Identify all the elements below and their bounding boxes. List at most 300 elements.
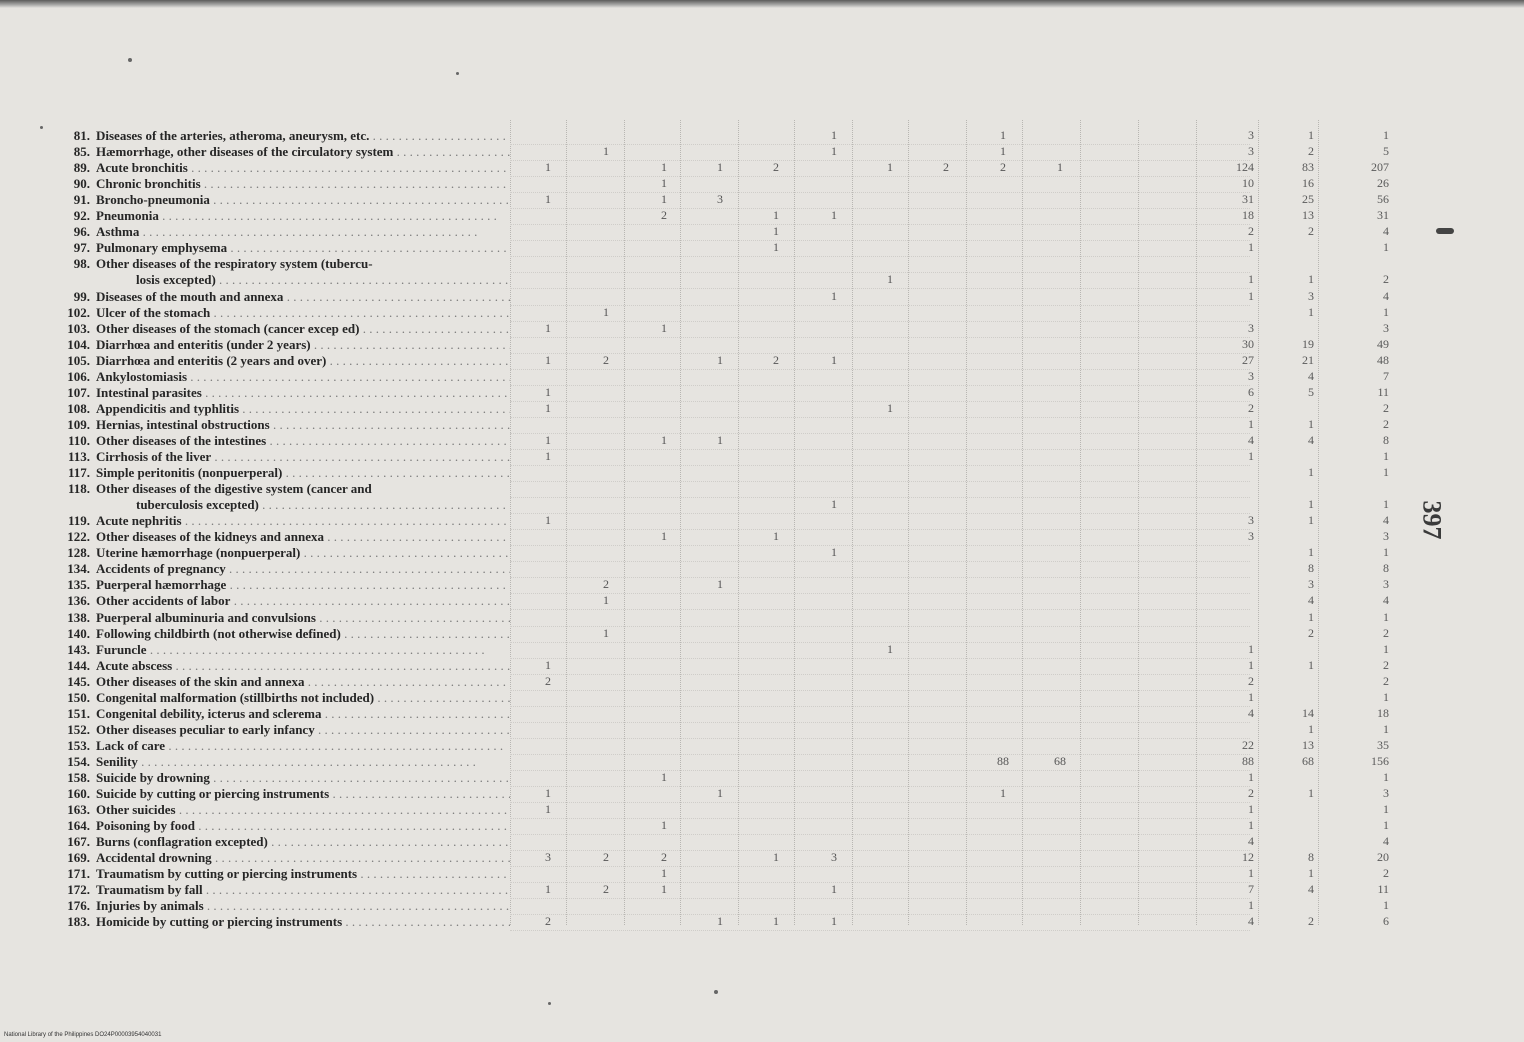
table-row [0, 689, 1524, 706]
total-male: 10 [1242, 176, 1254, 191]
cause-number: 163. [67, 802, 90, 818]
cause-label [60, 833, 510, 850]
data-cell: 1 [831, 497, 837, 512]
total-all: 6 [1383, 914, 1389, 929]
cause-label [60, 496, 510, 513]
total-female: 16 [1302, 176, 1314, 191]
data-cell: 88 [997, 753, 1009, 768]
cause-label [60, 159, 510, 176]
total-female: 5 [1308, 384, 1314, 399]
data-cell: 1 [831, 914, 837, 929]
cause-number: 92. [73, 208, 90, 224]
table-row [0, 833, 1524, 850]
table-row [0, 384, 1524, 401]
data-cell: 1 [717, 914, 723, 929]
cause-number: 143. [67, 641, 90, 657]
cause-text: Hernias, intestinal obstructions . . . [96, 417, 510, 432]
total-female: 1 [1308, 657, 1314, 672]
total-all: 1 [1383, 689, 1389, 704]
cause-number: 135. [67, 577, 90, 593]
cause-number: 172. [67, 882, 90, 898]
table-row [0, 528, 1524, 545]
total-all: 156 [1371, 753, 1389, 768]
total-all: 4 [1383, 834, 1389, 849]
cause-label [60, 368, 510, 385]
data-cell: 1 [661, 882, 667, 897]
data-cell: 1 [887, 400, 893, 415]
table-row [0, 592, 1524, 609]
cause-label [60, 448, 510, 465]
data-cell: 3 [717, 192, 723, 207]
data-cell: 1 [545, 192, 551, 207]
table-row [0, 609, 1524, 626]
data-cell: 1 [545, 786, 551, 801]
total-female: 4 [1308, 368, 1314, 383]
total-all: 1 [1383, 128, 1389, 142]
cause-number: 99. [73, 288, 90, 304]
table-row [0, 143, 1524, 160]
total-all: 1 [1383, 304, 1389, 319]
total-all: 2 [1383, 400, 1389, 415]
cause-number: 96. [73, 224, 90, 240]
cause-text: Other accidents of labor . . . [96, 593, 510, 608]
table-row [0, 705, 1524, 722]
cause-number: 106. [67, 368, 90, 384]
data-cell: 1 [545, 320, 551, 335]
total-all: 1 [1383, 818, 1389, 833]
cause-number: 153. [67, 737, 90, 753]
cause-number: 134. [67, 561, 90, 577]
cause-text: Acute bronchitis . . . [96, 160, 510, 175]
total-male: 1 [1248, 288, 1254, 303]
total-female: 13 [1302, 737, 1314, 752]
table-row [0, 657, 1524, 674]
table-row [0, 320, 1524, 337]
cause-label [60, 769, 510, 786]
table-row [0, 897, 1524, 914]
cause-number: 104. [67, 336, 90, 352]
cause-number: 138. [67, 609, 90, 625]
total-all: 56 [1377, 192, 1389, 207]
data-cell: 1 [717, 352, 723, 367]
total-female: 1 [1308, 513, 1314, 528]
cause-text: Other diseases of the stomach (cancer excep ed) . . . [96, 321, 510, 336]
table-row [0, 865, 1524, 882]
data-cell: 2 [773, 352, 779, 367]
data-cell: 1 [545, 160, 551, 175]
cause-text: Uterine hæmorrhage (nonpuerperal) . . . [96, 545, 510, 560]
table-row [0, 239, 1524, 256]
cause-text: Other diseases of the digestive system (cancer and [96, 481, 372, 497]
total-all: 3 [1383, 529, 1389, 544]
total-female: 1 [1308, 128, 1314, 142]
cause-text: Diarrhœa and enteritis (under 2 years) . . . [96, 337, 510, 352]
total-all: 1 [1383, 240, 1389, 255]
total-female: 3 [1308, 288, 1314, 303]
total-all: 48 [1377, 352, 1389, 367]
scan-speck [1436, 228, 1454, 234]
data-cell: 1 [831, 545, 837, 560]
cause-text: Congenital debility, icterus and sclerema . . . [96, 706, 510, 721]
table-row [0, 255, 1524, 272]
data-cell: 1 [661, 432, 667, 447]
data-cell: 2 [773, 160, 779, 175]
cause-label [60, 657, 510, 674]
cause-number: 122. [67, 529, 90, 545]
total-female: 8 [1308, 850, 1314, 865]
cause-number: 98. [73, 256, 90, 272]
table-row [0, 400, 1524, 417]
total-female: 4 [1308, 882, 1314, 897]
cause-number: 113. [67, 449, 90, 464]
total-all: 1 [1383, 770, 1389, 784]
scan-speck [128, 58, 132, 62]
table-row [0, 785, 1524, 802]
cause-label [60, 753, 510, 770]
table-row [0, 432, 1524, 449]
cause-text: Appendicitis and typhlitis . . . [96, 401, 510, 416]
cause-text: Puerperal hæmorrhage . . . [96, 577, 510, 592]
cause-label [60, 913, 510, 930]
data-cell: 1 [887, 641, 893, 656]
data-cell: 1 [773, 914, 779, 929]
cause-number: 160. [67, 786, 90, 802]
total-female: 1 [1308, 866, 1314, 881]
scan-top-edge [0, 0, 1524, 8]
cause-number: 118. [67, 481, 90, 497]
data-cell: 1 [831, 882, 837, 897]
cause-label [60, 288, 510, 305]
cause-text: Following childbirth (not otherwise defined) . . . [96, 626, 510, 641]
cause-text: Accidents of pregnancy . . . [96, 561, 510, 576]
total-all: 207 [1371, 160, 1389, 175]
total-all: 2 [1383, 673, 1389, 688]
footer-text: National Library of the Philippines DO24P00003954040031 [4, 1032, 162, 1038]
total-male: 1 [1248, 802, 1254, 817]
total-male: 88 [1242, 753, 1254, 768]
total-all: 2 [1383, 416, 1389, 431]
total-female: 21 [1302, 352, 1314, 367]
data-cell: 1 [661, 529, 667, 544]
cause-number: 164. [67, 818, 90, 834]
total-all: 3 [1383, 320, 1389, 335]
cause-number: 117. [67, 465, 90, 481]
table-row [0, 159, 1524, 176]
cause-text: Injuries by animals . . . [96, 898, 510, 913]
cause-text: Accidental drowning . . . [96, 850, 510, 865]
data-cell: 1 [603, 304, 609, 319]
cause-label [60, 544, 510, 561]
table-row [0, 304, 1524, 321]
cause-text: Pulmonary emphysema . . . [96, 240, 510, 255]
cause-label [60, 255, 510, 272]
cause-label [60, 352, 510, 369]
data-cell: 1 [661, 866, 667, 881]
total-male: 4 [1248, 914, 1254, 929]
total-all: 35 [1377, 737, 1389, 752]
total-female: 1 [1308, 416, 1314, 431]
total-all: 3 [1383, 786, 1389, 801]
cause-number: 144. [67, 657, 90, 673]
total-male: 12 [1242, 850, 1254, 865]
scan-speck [40, 126, 43, 129]
cause-text: Other diseases peculiar to early infancy . . . [96, 722, 510, 737]
total-all: 2 [1383, 272, 1389, 287]
cause-number: 81. [73, 128, 90, 143]
total-male: 1 [1248, 657, 1254, 672]
total-male: 6 [1248, 384, 1254, 399]
cause-text: Ankylostomiasis . . . [96, 369, 510, 384]
cause-text: Traumatism by cutting or piercing instruments . . . [96, 866, 510, 881]
cause-text: Other diseases of the skin and annexa . . . [96, 674, 510, 689]
cause-label [60, 239, 510, 256]
data-cell: 1 [717, 577, 723, 592]
cause-text: Acute abscess . . . [96, 658, 510, 673]
total-male: 1 [1248, 272, 1254, 287]
table-row [0, 737, 1524, 754]
total-male: 4 [1248, 432, 1254, 447]
table-row [0, 496, 1524, 513]
total-male: 22 [1242, 737, 1254, 752]
table-row [0, 753, 1524, 770]
cause-text: Other diseases of the respiratory system (tubercu- [96, 256, 373, 272]
data-cell: 2 [603, 882, 609, 897]
table-row [0, 127, 1524, 144]
cause-label [60, 785, 510, 802]
cause-label [60, 673, 510, 690]
data-cell: 3 [831, 850, 837, 865]
total-female: 1 [1308, 304, 1314, 319]
cause-label [60, 560, 510, 577]
total-all: 49 [1377, 336, 1389, 351]
table-row [0, 271, 1524, 288]
cause-label [60, 223, 510, 240]
cause-text: Furuncle . . . [96, 642, 485, 657]
table-row [0, 721, 1524, 738]
cause-text: Cirrhosis of the liver . . . [96, 449, 510, 464]
data-cell: 2 [545, 914, 551, 929]
total-male: 1 [1248, 898, 1254, 913]
cause-text: Suicide by drowning . . . [96, 770, 510, 785]
cause-text: tuberculosis excepted) . . . [96, 497, 510, 512]
cause-number: 105. [67, 352, 90, 368]
total-all: 2 [1383, 625, 1389, 640]
data-cell: 1 [887, 160, 893, 175]
cause-label [60, 897, 510, 914]
cause-label [60, 143, 510, 160]
table-row [0, 769, 1524, 786]
table-row [0, 448, 1524, 465]
cause-number: 183. [67, 914, 90, 930]
total-male: 1 [1248, 818, 1254, 833]
total-male: 1 [1248, 449, 1254, 463]
table-row [0, 512, 1524, 529]
total-female: 68 [1302, 753, 1314, 768]
data-cell: 1 [545, 384, 551, 399]
cause-label [60, 175, 510, 192]
cause-text: Burns (conflagration excepted) . . . [96, 834, 510, 849]
total-female: 1 [1308, 497, 1314, 512]
cause-text: Hæmorrhage, other diseases of the circulatory system . . . [96, 144, 510, 159]
data-cell: 2 [603, 850, 609, 865]
cause-number: 169. [67, 850, 90, 866]
total-all: 1 [1383, 898, 1389, 913]
table-row [0, 881, 1524, 898]
cause-text: Chronic bronchitis . . . [96, 176, 510, 191]
total-female: 1 [1308, 721, 1314, 736]
scan-speck [456, 72, 459, 75]
total-all: 1 [1383, 721, 1389, 736]
table-row [0, 913, 1524, 930]
cause-label [60, 849, 510, 866]
data-cell: 1 [1000, 786, 1006, 801]
total-female: 14 [1302, 705, 1314, 720]
total-all: 7 [1383, 368, 1389, 383]
table-row [0, 544, 1524, 561]
data-cell: 1 [661, 192, 667, 207]
data-cell: 1 [661, 320, 667, 335]
total-all: 1 [1383, 449, 1389, 463]
cause-text: Other diseases of the intestines . . . [96, 433, 510, 448]
total-male: 3 [1248, 320, 1254, 335]
total-male: 27 [1242, 352, 1254, 367]
data-cell: 2 [661, 208, 667, 223]
data-cell: 1 [773, 240, 779, 255]
table-row [0, 223, 1524, 240]
table-row [0, 336, 1524, 353]
total-all: 4 [1383, 593, 1389, 608]
total-all: 3 [1383, 577, 1389, 592]
data-cell: 1 [661, 770, 667, 784]
cause-label [60, 737, 510, 754]
total-male: 124 [1236, 160, 1254, 175]
total-all: 1 [1383, 641, 1389, 656]
cause-text: losis excepted) . . . [96, 272, 510, 287]
total-female: 4 [1308, 432, 1314, 447]
total-female: 4 [1308, 593, 1314, 608]
data-cell: 1 [831, 288, 837, 303]
data-cell: 1 [603, 625, 609, 640]
total-all: 1 [1383, 802, 1389, 817]
data-cell: 1 [1000, 128, 1006, 142]
data-cell: 2 [943, 160, 949, 175]
cause-text: Congenital malformation (stillbirths not included) . . . [96, 690, 510, 705]
table-row [0, 368, 1524, 385]
data-cell: 1 [545, 400, 551, 415]
total-female: 1 [1308, 609, 1314, 624]
data-cell: 2 [603, 352, 609, 367]
total-male: 3 [1248, 529, 1254, 544]
total-all: 11 [1377, 882, 1389, 897]
cause-text: Suicide by cutting or piercing instruments . . . [96, 786, 510, 801]
cause-text: Other diseases of the kidneys and annexa . . . [96, 529, 510, 544]
data-cell: 1 [661, 176, 667, 191]
table-row [0, 191, 1524, 208]
cause-number: 151. [67, 705, 90, 721]
cause-number: 110. [67, 432, 90, 448]
total-male: 1 [1248, 866, 1254, 881]
total-all: 2 [1383, 866, 1389, 881]
total-male: 1 [1248, 641, 1254, 656]
cause-number: 128. [67, 545, 90, 561]
cause-label [60, 609, 510, 626]
data-cell: 2 [603, 577, 609, 592]
data-cell: 1 [545, 513, 551, 528]
total-male: 2 [1248, 786, 1254, 801]
total-male: 3 [1248, 368, 1254, 383]
total-all: 1 [1383, 545, 1389, 560]
cause-number: 91. [73, 192, 90, 208]
total-all: 4 [1383, 513, 1389, 528]
cause-label [60, 801, 510, 818]
total-female: 1 [1308, 786, 1314, 801]
total-male: 18 [1242, 208, 1254, 223]
total-male: 7 [1248, 882, 1254, 897]
cause-number: 85. [73, 144, 90, 160]
data-cell: 1 [773, 529, 779, 544]
total-female: 2 [1308, 625, 1314, 640]
data-cell: 1 [773, 208, 779, 223]
cause-text: Traumatism by fall . . . [96, 882, 510, 897]
cause-label [60, 865, 510, 882]
cause-label [60, 127, 510, 144]
cause-label [60, 576, 510, 593]
total-all: 18 [1377, 705, 1389, 720]
cause-number: 171. [67, 866, 90, 882]
cause-text: Broncho-pneumonia . . . [96, 192, 510, 207]
cause-number: 152. [67, 721, 90, 737]
total-all: 1 [1383, 465, 1389, 480]
cause-label [60, 881, 510, 898]
data-cell: 1 [545, 802, 551, 817]
page-number: 397 [1417, 500, 1447, 540]
data-cell: 1 [717, 160, 723, 175]
cause-label [60, 416, 510, 433]
table-row [0, 464, 1524, 481]
cause-number: 119. [67, 513, 90, 529]
cause-label [60, 191, 510, 208]
data-cell: 1 [661, 818, 667, 833]
table-row [0, 175, 1524, 192]
cause-label [60, 207, 510, 224]
total-all: 26 [1377, 176, 1389, 191]
scan-speck [714, 990, 718, 994]
total-male: 1 [1248, 240, 1254, 255]
total-all: 31 [1377, 208, 1389, 223]
total-all: 1 [1383, 609, 1389, 624]
table-row [0, 352, 1524, 369]
table-row [0, 641, 1524, 658]
total-female: 13 [1302, 208, 1314, 223]
data-cell: 3 [545, 850, 551, 865]
total-female: 2 [1308, 224, 1314, 239]
total-all: 5 [1383, 144, 1389, 159]
data-cell: 1 [545, 352, 551, 367]
cause-number: 140. [67, 625, 90, 641]
cause-number: 89. [73, 160, 90, 176]
cause-text: Senility . . . [96, 754, 476, 769]
cause-number: 158. [67, 770, 90, 785]
data-cell: 1 [603, 144, 609, 159]
data-cell: 1 [887, 272, 893, 287]
cause-number: 103. [67, 320, 90, 336]
data-cell: 1 [545, 432, 551, 447]
total-male: 31 [1242, 192, 1254, 207]
data-cell: 1 [831, 352, 837, 367]
total-male: 3 [1248, 128, 1254, 142]
total-female: 83 [1302, 160, 1314, 175]
total-female: 19 [1302, 336, 1314, 351]
